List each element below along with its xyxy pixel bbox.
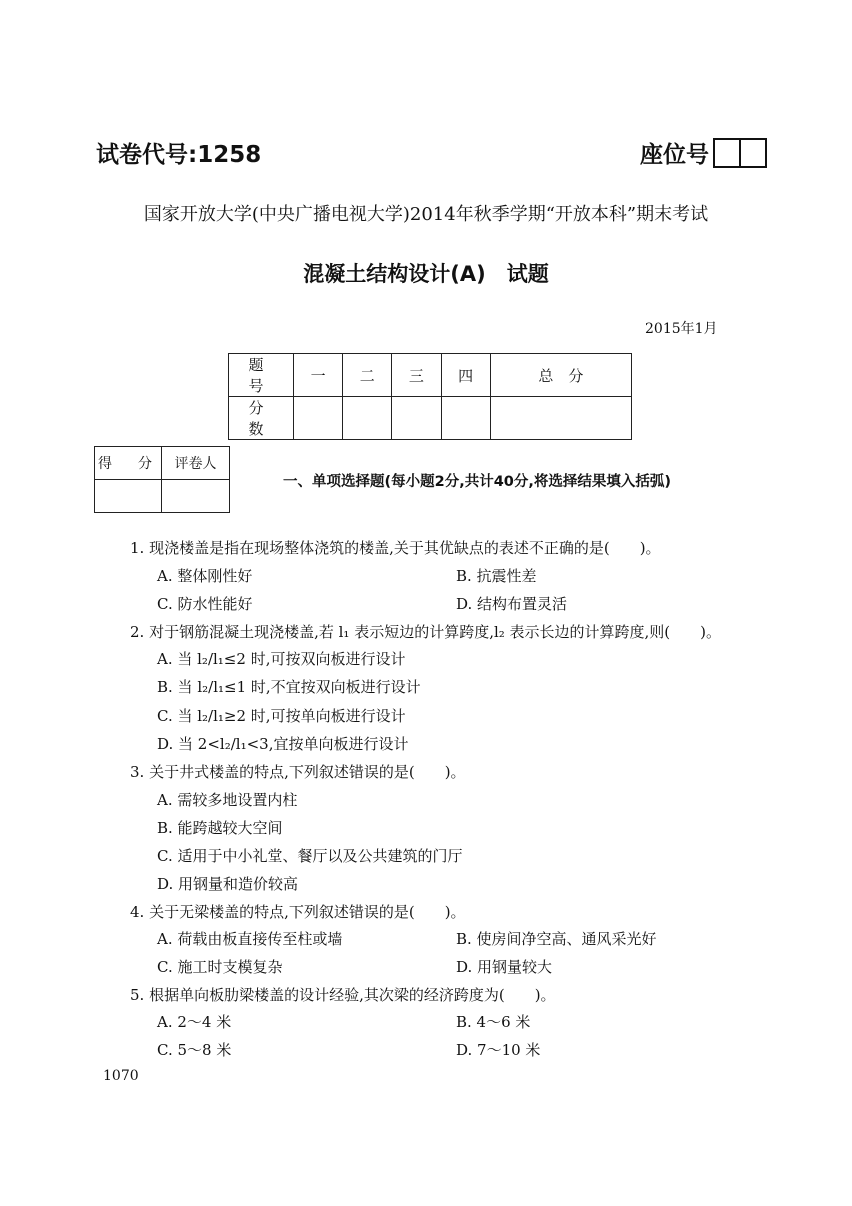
grader-entry-cell[interactable] — [162, 480, 230, 513]
score-table-cell: 一 — [294, 354, 343, 397]
grader-table-header-row — [95, 447, 230, 480]
paper-code: 试卷代号:1258 — [96, 142, 262, 168]
answer-option: C. 5～8 米 — [157, 1041, 232, 1059]
answer-option: B. 4～6 米 — [456, 1013, 531, 1031]
score-table-header-row — [229, 354, 632, 397]
exam-date: 2015年1月 — [645, 321, 718, 337]
question-stem: 5. 根据单向板肋梁楼盖的设计经验,其次梁的经济跨度为( )。 — [130, 986, 556, 1004]
question-stem: 1. 现浇楼盖是指在现场整体浇筑的楼盖,关于其优缺点的表述不正确的是( )。 — [130, 539, 661, 557]
score-row-label: 分 数 — [229, 397, 294, 440]
exam-title: 国家开放大学(中央广播电视大学)2014年秋季学期“开放本科”期末考试 — [143, 204, 709, 225]
score-table-score-row — [229, 397, 632, 440]
score-table-cell: 题 号 — [229, 354, 294, 397]
subject-title: 混凝土结构设计(A) 试题 — [303, 262, 549, 286]
score-label: 得 分 — [95, 447, 162, 480]
score-entry-cell[interactable] — [343, 397, 392, 440]
answer-option: D. 结构布置灵活 — [456, 595, 568, 613]
answer-option: B. 能跨越较大空间 — [157, 819, 283, 837]
answer-option: A. 荷载由板直接传至柱或墙 — [157, 930, 343, 948]
seat-box[interactable] — [741, 138, 767, 168]
answer-option: A. 需较多地设置内柱 — [157, 791, 298, 809]
seat-number-boxes[interactable] — [713, 138, 767, 168]
question-stem: 2. 对于钢筋混凝土现浇楼盖,若 l₁ 表示短边的计算跨度,l₂ 表示长边的计算跨度,则( )。 — [130, 623, 722, 641]
grader-label: 评卷人 — [162, 447, 230, 480]
score-entry-cell[interactable] — [294, 397, 343, 440]
page-number: 1070 — [103, 1068, 139, 1084]
answer-option: C. 当 l₂/l₁≥2 时,可按单向板进行设计 — [157, 707, 406, 725]
score-entry-cell[interactable] — [95, 480, 162, 513]
answer-option: A. 当 l₂/l₁≤2 时,可按双向板进行设计 — [157, 650, 406, 668]
answer-option: C. 施工时支模复杂 — [157, 958, 283, 976]
answer-option: B. 当 l₂/l₁≤1 时,不宜按双向板进行设计 — [157, 678, 421, 696]
answer-option: C. 防水性能好 — [157, 595, 253, 613]
answer-option: D. 用钢量较大 — [456, 958, 553, 976]
seat-label: 座位号 — [640, 142, 709, 168]
score-table-cell: 二 — [343, 354, 392, 397]
answer-option: A. 2～4 米 — [157, 1013, 232, 1031]
score-entry-cell[interactable] — [490, 397, 631, 440]
score-entry-cell[interactable] — [392, 397, 441, 440]
answer-option: D. 当 2<l₂/l₁<3,宜按单向板进行设计 — [157, 735, 409, 753]
section-title: 一、单项选择题(每小题2分,共计40分,将选择结果填入括弧) — [283, 474, 672, 490]
grader-table — [94, 446, 230, 513]
answer-option: A. 整体刚性好 — [157, 567, 253, 585]
question-stem: 4. 关于无梁楼盖的特点,下列叙述错误的是( )。 — [130, 903, 466, 921]
answer-option: B. 抗震性差 — [456, 567, 537, 585]
score-entry-cell[interactable] — [441, 397, 490, 440]
score-table-cell: 三 — [392, 354, 441, 397]
answer-option: D. 用钢量和造价较高 — [157, 875, 299, 893]
answer-option: D. 7～10 米 — [456, 1041, 541, 1059]
answer-option: B. 使房间净空高、通风采光好 — [456, 930, 657, 948]
answer-option: C. 适用于中小礼堂、餐厅以及公共建筑的门厅 — [157, 847, 463, 865]
score-table-cell: 四 — [441, 354, 490, 397]
score-table-cell: 总 分 — [490, 354, 631, 397]
seat-box[interactable] — [713, 138, 741, 168]
question-stem: 3. 关于井式楼盖的特点,下列叙述错误的是( )。 — [130, 763, 466, 781]
grader-table-entry-row — [95, 480, 230, 513]
seat-number — [640, 136, 767, 169]
score-table — [228, 353, 632, 440]
